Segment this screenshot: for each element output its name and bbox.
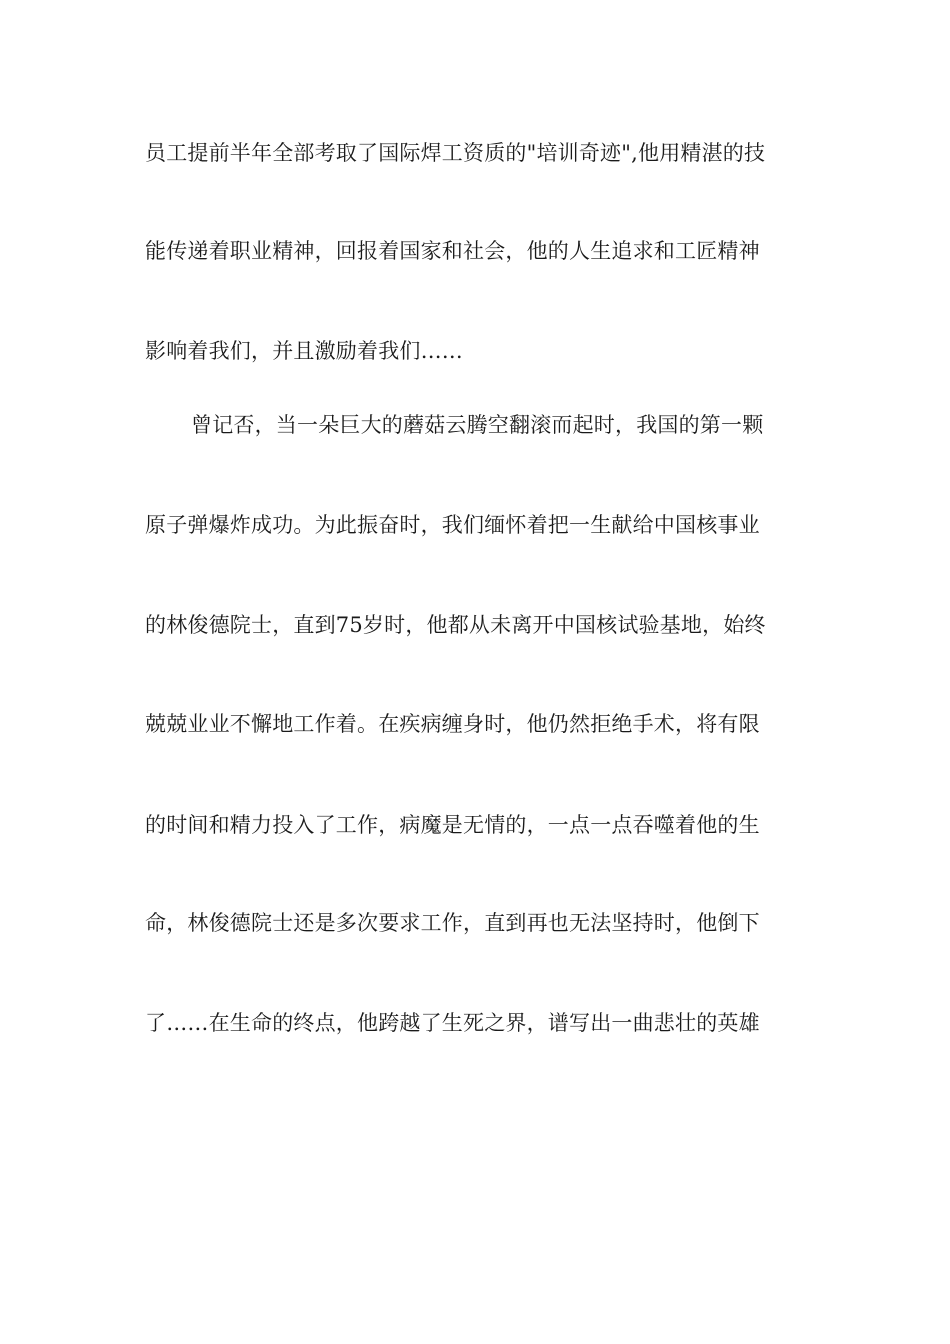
paragraph-1-line-3: 影响着我们，并且激励着我们…… xyxy=(145,339,463,363)
paragraph-2-line-6: 命，林俊德院士还是多次要求工作，直到再也无法坚持时，他倒下 xyxy=(145,911,760,935)
paragraph-2-line-1: 曾记否，当一朵巨大的蘑菇云腾空翻滚而起时，我国的第一颗 xyxy=(191,413,764,437)
paragraph-1-line-1: 员工提前半年全部考取了国际焊工资质的"培训奇迹",他用精湛的技 xyxy=(145,141,766,165)
paragraph-2-line-4: 兢兢业业不懈地工作着。在疾病缠身时，他仍然拒绝手术，将有限 xyxy=(145,712,760,736)
paragraph-1-line-2: 能传递着职业精神，回报着国家和社会，他的人生追求和工匠精神 xyxy=(145,239,760,263)
paragraph-2-line-2: 原子弹爆炸成功。为此振奋时，我们缅怀着把一生献给中国核事业 xyxy=(145,513,760,537)
paragraph-2-line-5: 的时间和精力投入了工作，病魔是无情的，一点一点吞噬着他的生 xyxy=(145,813,760,837)
paragraph-2-line-7: 了……在生命的终点，他跨越了生死之界，谱写出一曲悲壮的英雄 xyxy=(145,1011,760,1035)
paragraph-2-line-3: 的林俊德院士，直到75岁时，他都从未离开中国核试验基地，始终 xyxy=(145,613,766,637)
